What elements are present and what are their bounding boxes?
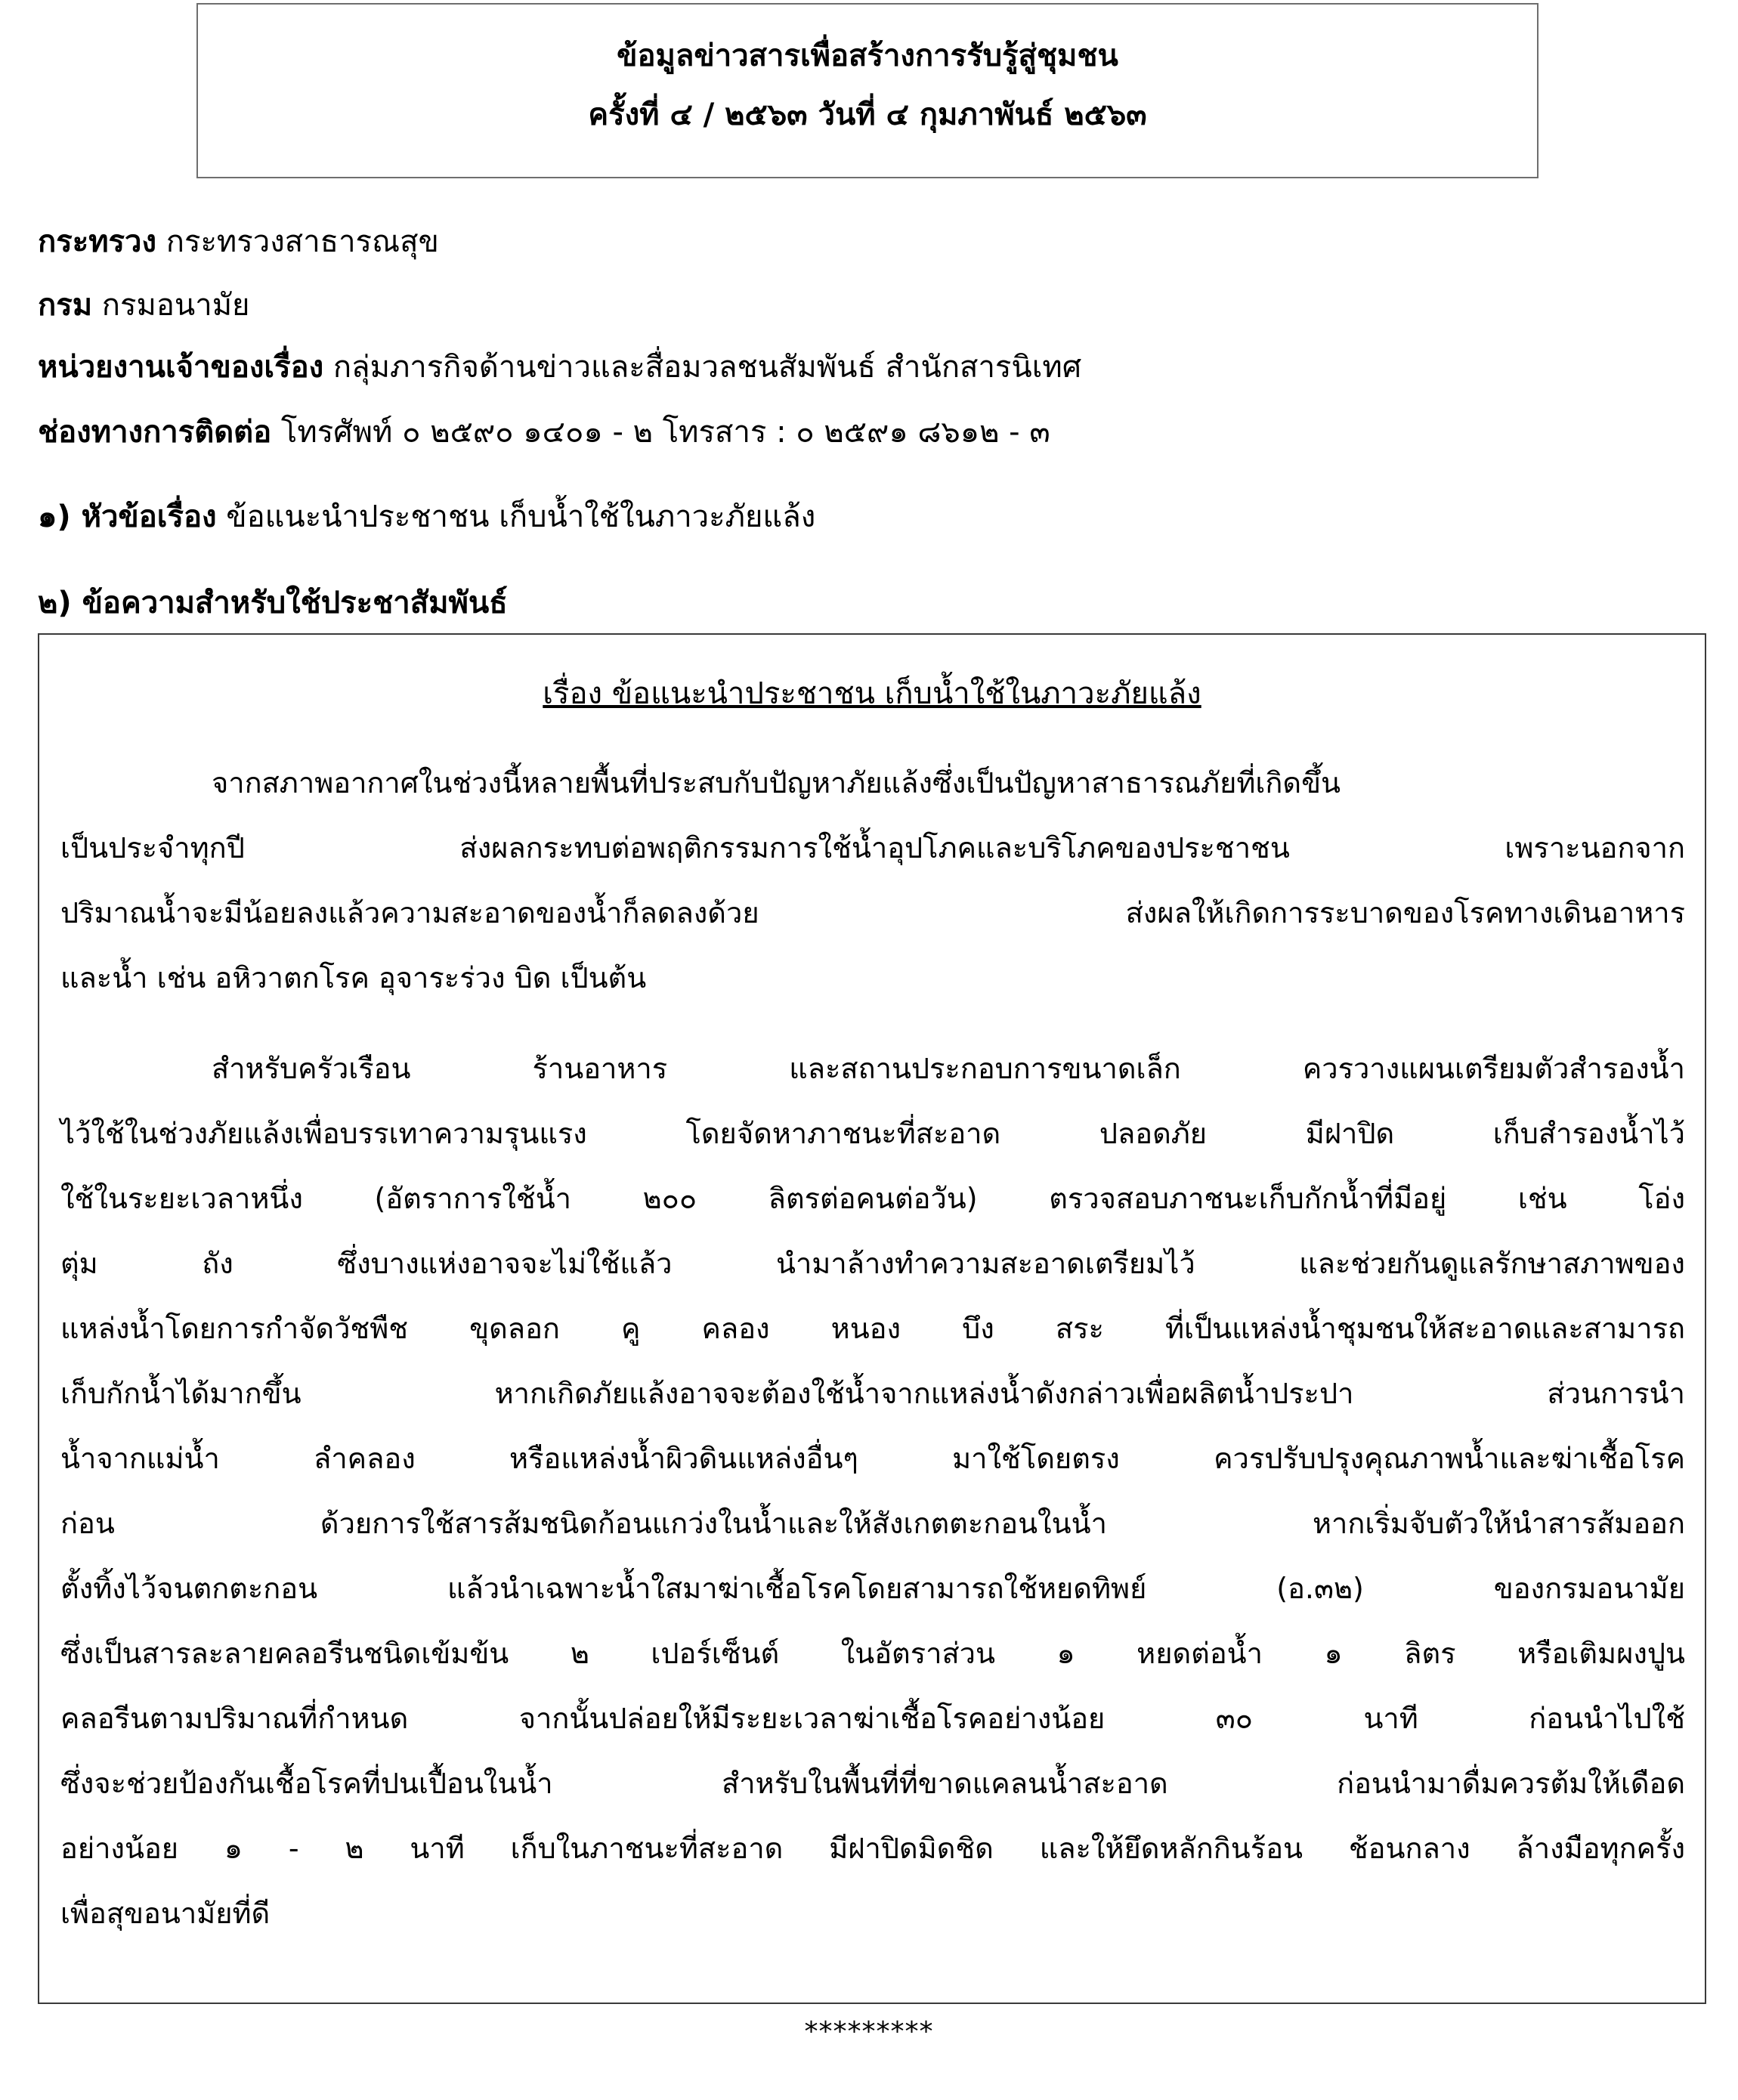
paragraph2-line: แหล่งน้ำโดยการกำจัดวัชพืช ขุดลอก คู คลอง หนอง บึง สระ ที่เป็นแหล่งน้ำชุมชนให้สะอาดและสามารถ — [60, 1312, 1685, 1345]
paragraph2-line: คลอรีนตามปริมาณที่กำหนด จากนั้นปล่อยให้มีระยะเวลาฆ่าเชื้อโรคอย่างน้อย ๓๐ นาที ก่อนนำไปใช้ — [60, 1702, 1685, 1735]
paragraph2-line: น้ำจากแม่น้ำ ลำคลอง หรือแหล่งน้ำผิวดินแหล่งอื่นๆ มาใช้โดยตรง ควรปรับปรุงคุณภาพน้ำและฆ่าเชื้อโรค — [60, 1442, 1685, 1475]
paragraph1-line: ปริมาณน้ำจะมีน้อยลงแล้วความสะอาดของน้ำก็ลดลงด้วย ส่งผลให้เกิดการระบาดของโรคทางเดินอาหาร — [60, 896, 1685, 929]
paragraph2-line: ซึ่งเป็นสารละลายคลอรีนชนิดเข้มข้น ๒ เปอร์เซ็นต์ ในอัตราส่วน ๑ หยดต่อน้ำ ๑ ลิตร หรือเติมผงปูน — [60, 1637, 1685, 1670]
header-title: ข้อมูลข่าวสารเพื่อสร้างการรับรู้สู่ชุมชน — [617, 39, 1118, 73]
paragraph2-line: ซึ่งจะช่วยป้องกันเชื้อโรคที่ปนเปื้อนในน้ำ สำหรับในพื้นที่ที่ขาดแคลนน้ำสะอาด ก่อนนำมาดื่มควรต้มให้เดือด — [60, 1767, 1685, 1800]
ministry-line — [38, 221, 439, 263]
header-issue-date: ครั้งที่ ๔ / ๒๕๖๓ วันที่ ๔ กุมภาพันธ์ ๒๕๖๓ — [588, 97, 1147, 132]
pr-message-heading — [38, 582, 508, 624]
paragraph1-line: เป็นประจำทุกปี ส่งผลกระทบต่อพฤติกรรมการใช้น้ำอุปโภคและบริโภคของประชาชน เพราะนอกจาก — [60, 831, 1685, 864]
paragraph2-line: ใช้ในระยะเวลาหนึ่ง (อัตราการใช้น้ำ ๒๐๐ ลิตรต่อคนต่อวัน) ตรวจสอบภาชนะเก็บกักน้ำที่มีอยู่ เช่น โอ่ง — [60, 1182, 1685, 1215]
paragraph2-line: ตั้งทิ้งไว้จนตกตะกอน แล้วนำเฉพาะน้ำใสมาฆ่าเชื้อโรคโดยสามารถใช้หยดทิพย์ (อ.๓๒) ของกรมอนามัย — [60, 1572, 1685, 1605]
ministry-label: กระทรวง — [38, 224, 157, 259]
contact-line — [38, 411, 1050, 453]
subject-label: ๑) หัวข้อเรื่อง — [38, 499, 217, 534]
department-value: กรมอนามัย — [92, 288, 250, 323]
paragraph1-line: จากสภาพอากาศในช่วงนี้หลายพื้นที่ประสบกับปัญหาภัยแล้งซึ่งเป็นปัญหาสาธารณภัยที่เกิดขึ้น — [212, 766, 1341, 799]
owner-line — [38, 346, 1081, 388]
paragraph2-line: สำหรับครัวเรือน ร้านอาหาร และสถานประกอบการขนาดเล็ก ควรวางแผนเตรียมตัวสำรองน้ำ — [212, 1052, 1685, 1085]
paragraph2-line: ไว้ใช้ในช่วงภัยแล้งเพื่อบรรเทาความรุนแรง โดยจัดหาภาชนะที่สะอาด ปลอดภัย มีฝาปิด เก็บสำรองน้ำไว้ — [60, 1117, 1685, 1150]
ministry-value: กระทรวงสาธารณสุข — [156, 224, 439, 259]
contact-label: ช่องทางการติดต่อ — [38, 415, 272, 450]
owner-value: กลุ่มภารกิจด้านข่าวและสื่อมวลชนสัมพันธ์ สำนักสารนิเทศ — [323, 350, 1082, 385]
owner-label: หน่วยงานเจ้าของเรื่อง — [38, 350, 324, 385]
paragraph2-line: เพื่อสุขอนามัยที่ดี — [60, 1897, 271, 1930]
subject-line — [38, 496, 815, 538]
paragraph2-line: อย่างน้อย ๑ - ๒ นาที เก็บในภาชนะที่สะอาด มีฝาปิดมิดชิด และให้ยึดหลักกินร้อน ช้อนกลาง ล้างมือทุกครั้ง — [60, 1832, 1685, 1865]
content-title: เรื่อง ข้อแนะนำประชาชน เก็บน้ำใช้ในภาวะภัยแล้ง — [543, 676, 1201, 711]
pr-message-label: ๒) ข้อความสำหรับใช้ประชาสัมพันธ์ — [38, 586, 508, 620]
paragraph2-line: เก็บกักน้ำได้มากขึ้น หากเกิดภัยแล้งอาจจะต้องใช้น้ำจากแหล่งน้ำดังกล่าวเพื่อผลิตน้ำประปา ส่วนการนำ — [60, 1377, 1685, 1410]
paragraph1-line: และน้ำ เช่น อหิวาตกโรค อุจาระร่วง บิด เป็นต้น — [60, 961, 647, 994]
department-line — [38, 284, 250, 326]
header-box — [196, 3, 1539, 178]
paragraph2-line: ก่อน ด้วยการใช้สารส้มชนิดก้อนแกว่งในน้ำและให้สังเกตตะกอนในน้ำ หากเริ่มจับตัวให้นำสารส้มออก — [60, 1507, 1685, 1540]
subject-value: ข้อแนะนำประชาชน เก็บน้ำใช้ในภาวะภัยแล้ง — [216, 499, 816, 534]
content-box — [38, 633, 1706, 2004]
contact-value: โทรศัพท์ ๐ ๒๕๙๐ ๑๔๐๑ - ๒ โทรสาร : ๐ ๒๕๙๑ ๘๖๑๒ - ๓ — [271, 415, 1050, 450]
end-marker: ********* — [804, 2016, 934, 2047]
paragraph2-line: ตุ่ม ถัง ซึ่งบางแห่งอาจจะไม่ใช้แล้ว นำมาล้างทำความสะอาดเตรียมไว้ และช่วยกันดูแลรักษาสภาพของ — [60, 1247, 1685, 1280]
department-label: กรม — [38, 288, 93, 323]
